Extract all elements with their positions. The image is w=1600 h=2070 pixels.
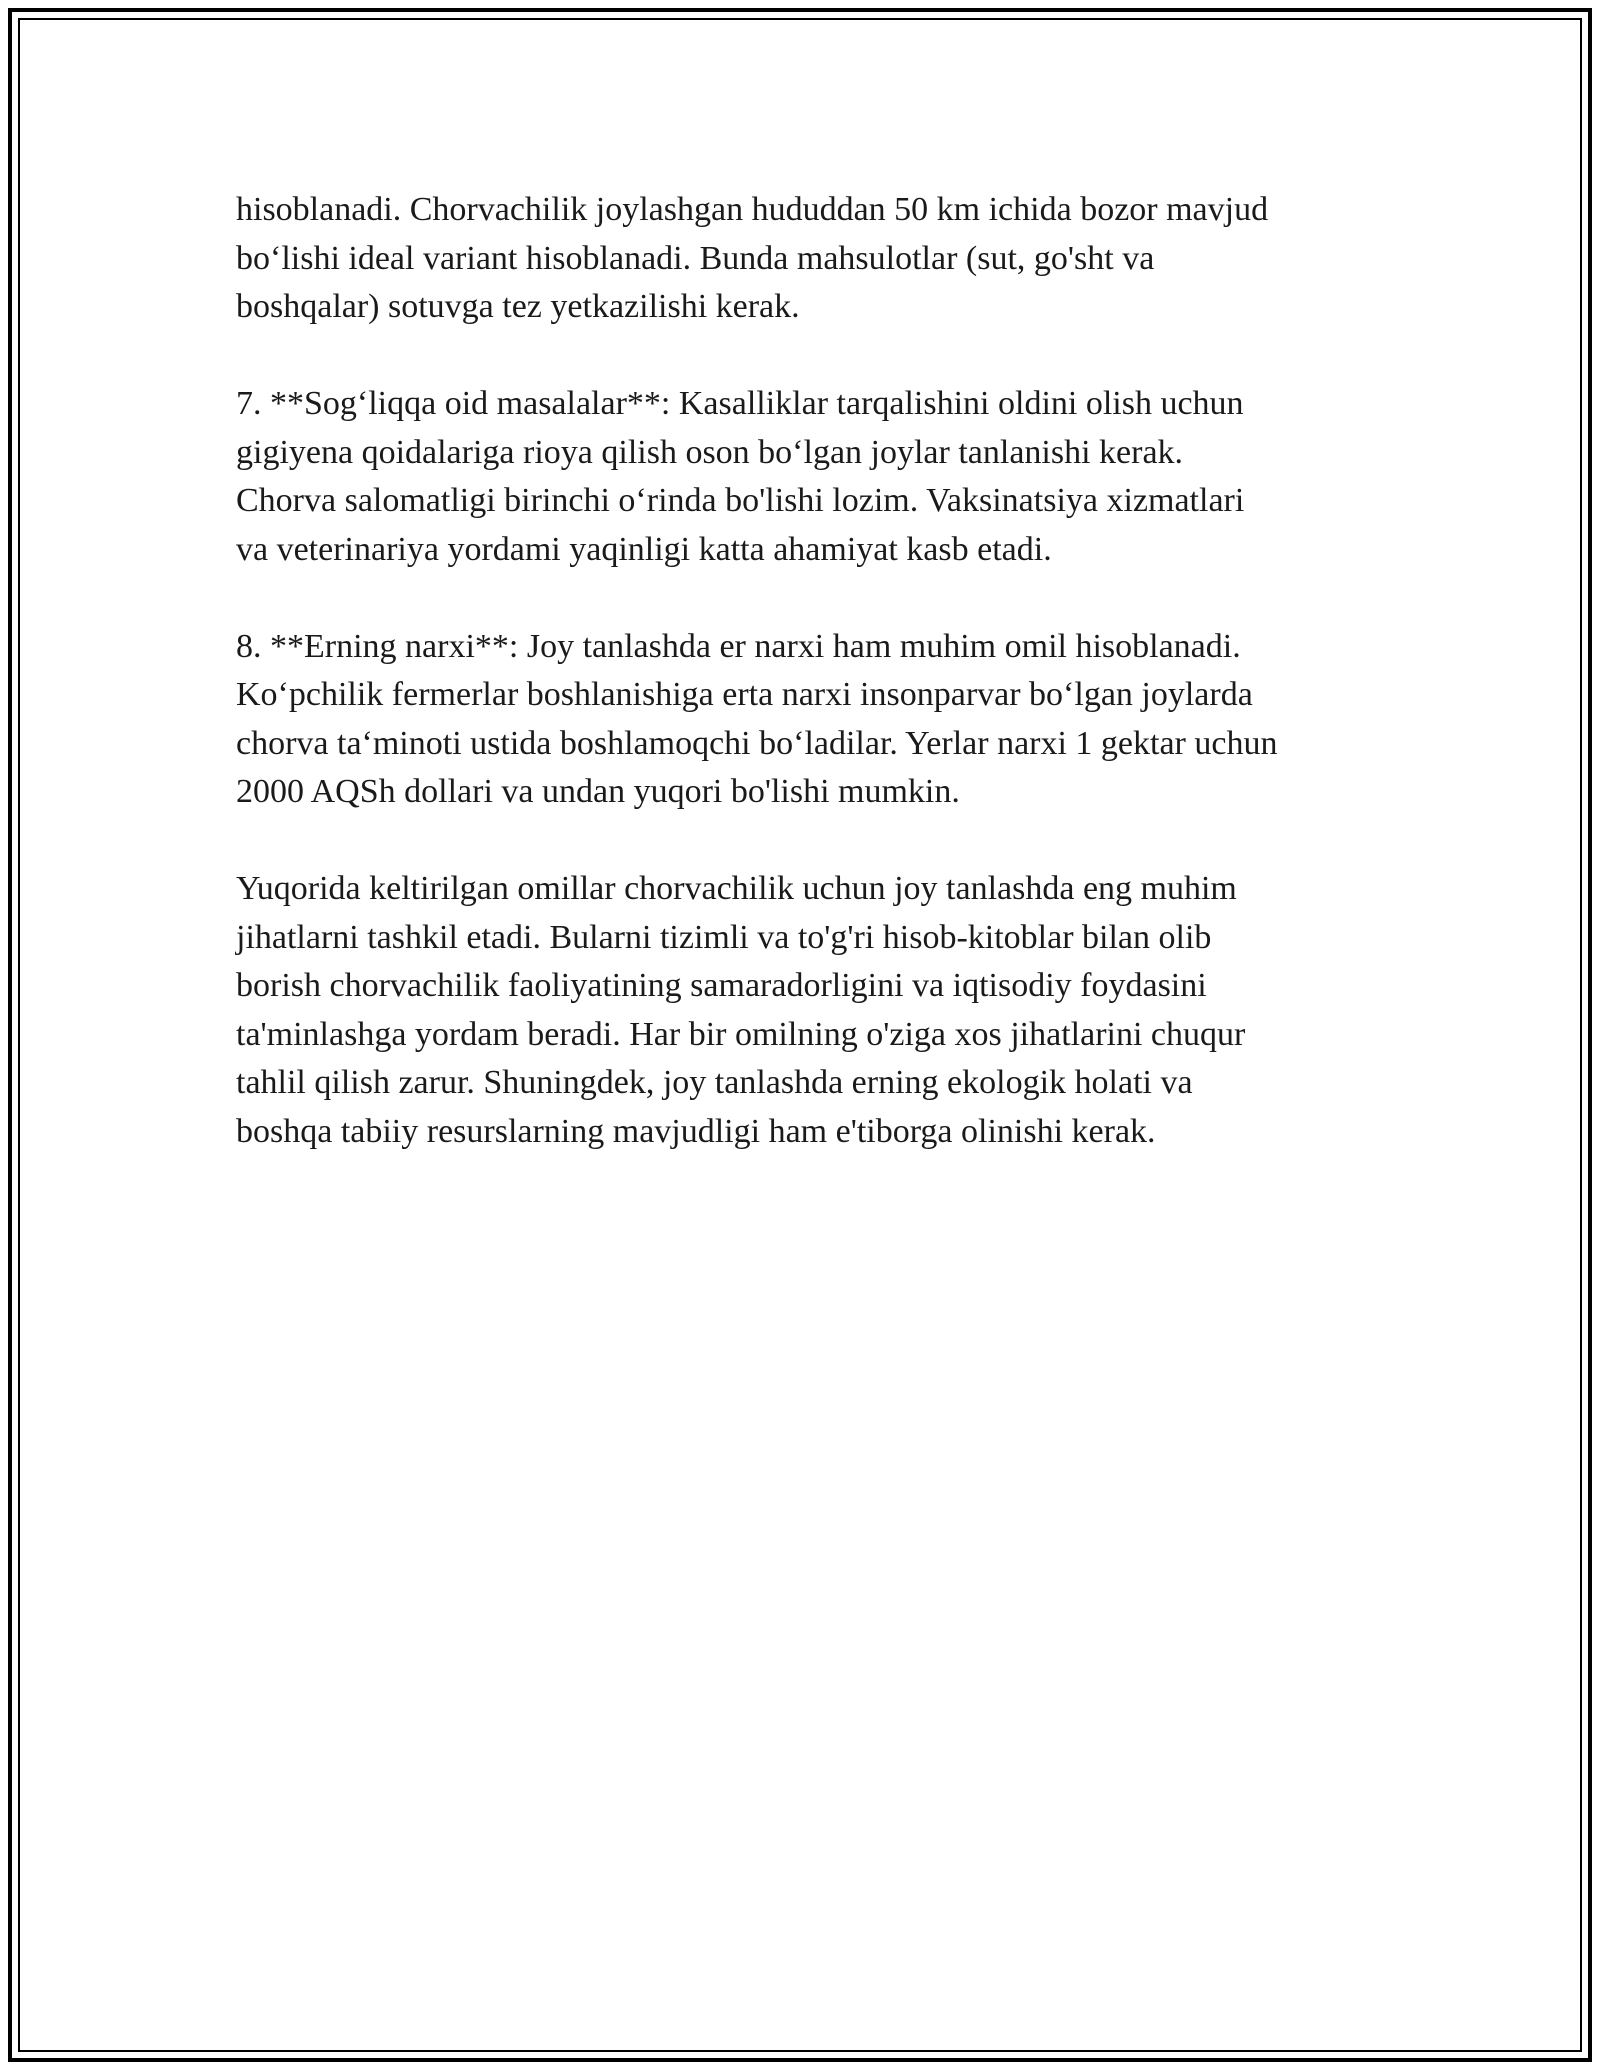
paragraph-market-distance: hisoblanadi. Chorvachilik joylashgan hududdan 50 km ichida bozor mavjud bo‘lishi ideal variant hisoblanadi. Bunda mahsulotlar (sut, go'sht va boshqalar) sotuvga tez yetkazilishi kerak. xyxy=(236,191,1269,325)
paragraph-health-issues: 7. **Sog‘liqqa oid masalalar**: Kasalliklar tarqalishini oldini olish uchun gigiyena qoidalariga rioya qilish oson bo‘lgan joylar tanlanishi kerak. Chorva salomatligi birinchi o‘rinda bo'lishi lozim. Vaksinatsiya xizmatlari va veterinariya yordami yaqinligi katta ahamiyat kasb etadi. xyxy=(236,385,1245,568)
document-body xyxy=(236,186,1376,1156)
paragraph-conclusion: Yuqorida keltirilgan omillar chorvachilik uchun joy tanlashda eng muhim jihatlarni tashkil etadi. Bularni tizimli va to'g'ri hisob-kitoblar bilan olib borish chorvachilik faoliyatining samaradorligini va iqtisodiy foydasini ta'minlashga yordam beradi. Har bir omilning o'ziga xos jihatlarini chuqur tahlil qilish zarur. Shuningdek, joy tanlashda erning ekologik holati va boshqa tabiiy resurslarning mavjudligi ham e'tiborga olinishi kerak. xyxy=(236,870,1246,1150)
paragraph-land-price: 8. **Erning narxi**: Joy tanlashda er narxi ham muhim omil hisoblanadi. Ko‘pchilik fermerlar boshlanishiga erta narxi insonparvar bo‘lgan joylarda chorva ta‘minoti ustida boshlamoqchi bo‘ladilar. Yerlar narxi 1 gektar uchun 2000 AQSh dollari va undan yuqori bo'lishi mumkin. xyxy=(236,627,1278,810)
